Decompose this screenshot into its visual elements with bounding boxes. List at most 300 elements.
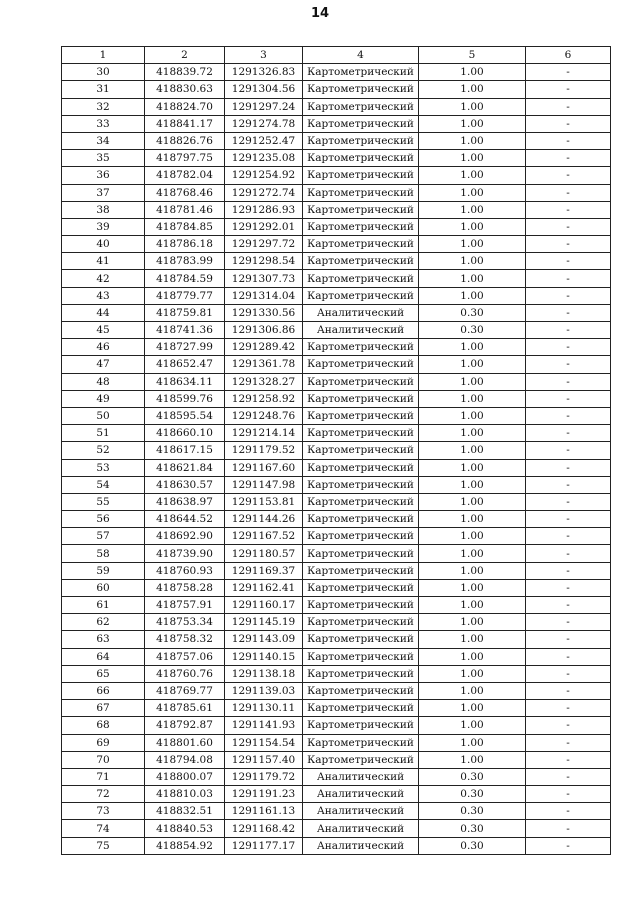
point-number-cell: 56 <box>62 511 145 528</box>
point-number-cell: 53 <box>62 459 145 476</box>
table-row <box>62 614 611 631</box>
y-coordinate-cell: 1291130.11 <box>225 700 303 717</box>
point-number-cell: 54 <box>62 476 145 493</box>
table-row <box>62 528 611 545</box>
x-coordinate-cell: 418797.75 <box>145 150 225 167</box>
table-row <box>62 115 611 132</box>
table-row <box>62 201 611 218</box>
accuracy-cell: 1.00 <box>419 700 526 717</box>
note-cell: - <box>526 734 611 751</box>
y-coordinate-cell: 1291214.14 <box>225 425 303 442</box>
y-coordinate-cell: 1291169.37 <box>225 562 303 579</box>
x-coordinate-cell: 418784.59 <box>145 270 225 287</box>
method-cell: Картометрический <box>303 459 419 476</box>
table-row <box>62 253 611 270</box>
y-coordinate-cell: 1291298.54 <box>225 253 303 270</box>
method-cell: Аналитический <box>303 803 419 820</box>
accuracy-cell: 0.30 <box>419 803 526 820</box>
note-cell: - <box>526 579 611 596</box>
note-cell: - <box>526 115 611 132</box>
x-coordinate-cell: 418757.06 <box>145 648 225 665</box>
accuracy-cell: 1.00 <box>419 201 526 218</box>
point-number-cell: 67 <box>62 700 145 717</box>
accuracy-cell: 1.00 <box>419 270 526 287</box>
x-coordinate-cell: 418781.46 <box>145 201 225 218</box>
table-row <box>62 236 611 253</box>
table-row <box>62 493 611 510</box>
table-row <box>62 270 611 287</box>
table-row <box>62 150 611 167</box>
y-coordinate-cell: 1291157.40 <box>225 751 303 768</box>
x-coordinate-cell: 418621.84 <box>145 459 225 476</box>
method-cell: Картометрический <box>303 287 419 304</box>
table-row <box>62 717 611 734</box>
y-coordinate-cell: 1291140.15 <box>225 648 303 665</box>
accuracy-cell: 1.00 <box>419 407 526 424</box>
method-cell: Картометрический <box>303 132 419 149</box>
table-row <box>62 768 611 785</box>
x-coordinate-cell: 418758.28 <box>145 579 225 596</box>
y-coordinate-cell: 1291272.74 <box>225 184 303 201</box>
accuracy-cell: 0.30 <box>419 837 526 854</box>
table-row <box>62 425 611 442</box>
table-row <box>62 218 611 235</box>
y-coordinate-cell: 1291248.76 <box>225 407 303 424</box>
note-cell: - <box>526 768 611 785</box>
y-coordinate-cell: 1291191.23 <box>225 786 303 803</box>
y-coordinate-cell: 1291297.24 <box>225 98 303 115</box>
note-cell: - <box>526 390 611 407</box>
accuracy-cell: 0.30 <box>419 820 526 837</box>
table-row <box>62 373 611 390</box>
accuracy-cell: 1.00 <box>419 115 526 132</box>
point-number-cell: 63 <box>62 631 145 648</box>
point-number-cell: 64 <box>62 648 145 665</box>
accuracy-cell: 0.30 <box>419 786 526 803</box>
note-cell: - <box>526 562 611 579</box>
method-cell: Картометрический <box>303 64 419 81</box>
x-coordinate-cell: 418758.32 <box>145 631 225 648</box>
point-number-cell: 30 <box>62 64 145 81</box>
method-cell: Картометрический <box>303 493 419 510</box>
note-cell: - <box>526 820 611 837</box>
accuracy-cell: 1.00 <box>419 218 526 235</box>
method-cell: Картометрический <box>303 150 419 167</box>
y-coordinate-cell: 1291162.41 <box>225 579 303 596</box>
note-cell: - <box>526 459 611 476</box>
table-row <box>62 511 611 528</box>
x-coordinate-cell: 418660.10 <box>145 425 225 442</box>
y-coordinate-cell: 1291179.52 <box>225 442 303 459</box>
method-cell: Картометрический <box>303 167 419 184</box>
point-number-cell: 69 <box>62 734 145 751</box>
y-coordinate-cell: 1291141.93 <box>225 717 303 734</box>
point-number-cell: 40 <box>62 236 145 253</box>
accuracy-cell: 1.00 <box>419 562 526 579</box>
table-row <box>62 734 611 751</box>
y-coordinate-cell: 1291160.17 <box>225 597 303 614</box>
table-row <box>62 631 611 648</box>
table-row <box>62 459 611 476</box>
point-number-cell: 74 <box>62 820 145 837</box>
note-cell: - <box>526 493 611 510</box>
method-cell: Картометрический <box>303 579 419 596</box>
note-cell: - <box>526 201 611 218</box>
column-header: 6 <box>526 47 611 64</box>
column-header: 3 <box>225 47 303 64</box>
x-coordinate-cell: 418801.60 <box>145 734 225 751</box>
y-coordinate-cell: 1291145.19 <box>225 614 303 631</box>
x-coordinate-cell: 418760.76 <box>145 665 225 682</box>
table-row <box>62 339 611 356</box>
x-coordinate-cell: 418832.51 <box>145 803 225 820</box>
y-coordinate-cell: 1291139.03 <box>225 682 303 699</box>
table-row <box>62 803 611 820</box>
accuracy-cell: 1.00 <box>419 597 526 614</box>
y-coordinate-cell: 1291161.13 <box>225 803 303 820</box>
table-row <box>62 390 611 407</box>
x-coordinate-cell: 418782.04 <box>145 167 225 184</box>
method-cell: Картометрический <box>303 373 419 390</box>
x-coordinate-cell: 418595.54 <box>145 407 225 424</box>
y-coordinate-cell: 1291304.56 <box>225 81 303 98</box>
y-coordinate-cell: 1291144.26 <box>225 511 303 528</box>
accuracy-cell: 1.00 <box>419 236 526 253</box>
accuracy-cell: 1.00 <box>419 132 526 149</box>
method-cell: Картометрический <box>303 665 419 682</box>
method-cell: Картометрический <box>303 648 419 665</box>
accuracy-cell: 0.30 <box>419 304 526 321</box>
note-cell: - <box>526 597 611 614</box>
y-coordinate-cell: 1291254.92 <box>225 167 303 184</box>
x-coordinate-cell: 418830.63 <box>145 81 225 98</box>
x-coordinate-cell: 418784.85 <box>145 218 225 235</box>
table-row <box>62 562 611 579</box>
table-row <box>62 786 611 803</box>
y-coordinate-cell: 1291326.83 <box>225 64 303 81</box>
note-cell: - <box>526 425 611 442</box>
column-header: 2 <box>145 47 225 64</box>
x-coordinate-cell: 418753.34 <box>145 614 225 631</box>
y-coordinate-cell: 1291143.09 <box>225 631 303 648</box>
point-number-cell: 58 <box>62 545 145 562</box>
method-cell: Картометрический <box>303 339 419 356</box>
y-coordinate-cell: 1291328.27 <box>225 373 303 390</box>
accuracy-cell: 1.00 <box>419 648 526 665</box>
point-number-cell: 46 <box>62 339 145 356</box>
table-row <box>62 820 611 837</box>
y-coordinate-cell: 1291307.73 <box>225 270 303 287</box>
table-row <box>62 837 611 854</box>
note-cell: - <box>526 545 611 562</box>
point-number-cell: 55 <box>62 493 145 510</box>
accuracy-cell: 1.00 <box>419 631 526 648</box>
method-cell: Картометрический <box>303 407 419 424</box>
accuracy-cell: 1.00 <box>419 356 526 373</box>
point-number-cell: 31 <box>62 81 145 98</box>
x-coordinate-cell: 418769.77 <box>145 682 225 699</box>
method-cell: Картометрический <box>303 218 419 235</box>
point-number-cell: 66 <box>62 682 145 699</box>
table-row <box>62 304 611 321</box>
method-cell: Картометрический <box>303 236 419 253</box>
accuracy-cell: 1.00 <box>419 287 526 304</box>
y-coordinate-cell: 1291314.04 <box>225 287 303 304</box>
note-cell: - <box>526 167 611 184</box>
method-cell: Картометрический <box>303 717 419 734</box>
note-cell: - <box>526 700 611 717</box>
note-cell: - <box>526 270 611 287</box>
x-coordinate-cell: 418786.18 <box>145 236 225 253</box>
accuracy-cell: 1.00 <box>419 339 526 356</box>
method-cell: Картометрический <box>303 734 419 751</box>
point-number-cell: 61 <box>62 597 145 614</box>
accuracy-cell: 1.00 <box>419 545 526 562</box>
accuracy-cell: 1.00 <box>419 390 526 407</box>
y-coordinate-cell: 1291138.18 <box>225 665 303 682</box>
x-coordinate-cell: 418794.08 <box>145 751 225 768</box>
table-header-row <box>62 47 611 64</box>
x-coordinate-cell: 418638.97 <box>145 493 225 510</box>
table-row <box>62 407 611 424</box>
method-cell: Картометрический <box>303 184 419 201</box>
x-coordinate-cell: 418824.70 <box>145 98 225 115</box>
y-coordinate-cell: 1291330.56 <box>225 304 303 321</box>
x-coordinate-cell: 418841.17 <box>145 115 225 132</box>
accuracy-cell: 1.00 <box>419 150 526 167</box>
method-cell: Картометрический <box>303 476 419 493</box>
method-cell: Аналитический <box>303 837 419 854</box>
y-coordinate-cell: 1291297.72 <box>225 236 303 253</box>
y-coordinate-cell: 1291258.92 <box>225 390 303 407</box>
accuracy-cell: 1.00 <box>419 184 526 201</box>
y-coordinate-cell: 1291167.52 <box>225 528 303 545</box>
note-cell: - <box>526 837 611 854</box>
point-number-cell: 43 <box>62 287 145 304</box>
point-number-cell: 65 <box>62 665 145 682</box>
x-coordinate-cell: 418634.11 <box>145 373 225 390</box>
method-cell: Картометрический <box>303 545 419 562</box>
note-cell: - <box>526 528 611 545</box>
y-coordinate-cell: 1291167.60 <box>225 459 303 476</box>
x-coordinate-cell: 418826.76 <box>145 132 225 149</box>
method-cell: Картометрический <box>303 700 419 717</box>
accuracy-cell: 1.00 <box>419 734 526 751</box>
table-row <box>62 648 611 665</box>
note-cell: - <box>526 442 611 459</box>
accuracy-cell: 1.00 <box>419 442 526 459</box>
note-cell: - <box>526 322 611 339</box>
note-cell: - <box>526 407 611 424</box>
note-cell: - <box>526 150 611 167</box>
table-row <box>62 751 611 768</box>
x-coordinate-cell: 418599.76 <box>145 390 225 407</box>
x-coordinate-cell: 418854.92 <box>145 837 225 854</box>
note-cell: - <box>526 132 611 149</box>
y-coordinate-cell: 1291180.57 <box>225 545 303 562</box>
y-coordinate-cell: 1291286.93 <box>225 201 303 218</box>
method-cell: Картометрический <box>303 270 419 287</box>
point-number-cell: 39 <box>62 218 145 235</box>
note-cell: - <box>526 786 611 803</box>
table-row <box>62 597 611 614</box>
method-cell: Картометрический <box>303 614 419 631</box>
method-cell: Аналитический <box>303 786 419 803</box>
point-number-cell: 50 <box>62 407 145 424</box>
x-coordinate-cell: 418741.36 <box>145 322 225 339</box>
method-cell: Аналитический <box>303 820 419 837</box>
point-number-cell: 71 <box>62 768 145 785</box>
method-cell: Картометрический <box>303 528 419 545</box>
note-cell: - <box>526 184 611 201</box>
point-number-cell: 51 <box>62 425 145 442</box>
point-number-cell: 36 <box>62 167 145 184</box>
accuracy-cell: 1.00 <box>419 665 526 682</box>
point-number-cell: 68 <box>62 717 145 734</box>
y-coordinate-cell: 1291153.81 <box>225 493 303 510</box>
table-row <box>62 322 611 339</box>
point-number-cell: 35 <box>62 150 145 167</box>
note-cell: - <box>526 287 611 304</box>
method-cell: Картометрический <box>303 201 419 218</box>
point-number-cell: 34 <box>62 132 145 149</box>
method-cell: Аналитический <box>303 768 419 785</box>
x-coordinate-cell: 418768.46 <box>145 184 225 201</box>
column-header: 1 <box>62 47 145 64</box>
note-cell: - <box>526 253 611 270</box>
accuracy-cell: 1.00 <box>419 579 526 596</box>
method-cell: Картометрический <box>303 98 419 115</box>
accuracy-cell: 1.00 <box>419 459 526 476</box>
x-coordinate-cell: 418644.52 <box>145 511 225 528</box>
note-cell: - <box>526 81 611 98</box>
note-cell: - <box>526 631 611 648</box>
y-coordinate-cell: 1291289.42 <box>225 339 303 356</box>
x-coordinate-cell: 418840.53 <box>145 820 225 837</box>
coordinates-table <box>61 46 611 855</box>
table-row <box>62 98 611 115</box>
y-coordinate-cell: 1291361.78 <box>225 356 303 373</box>
note-cell: - <box>526 717 611 734</box>
note-cell: - <box>526 665 611 682</box>
point-number-cell: 60 <box>62 579 145 596</box>
accuracy-cell: 1.00 <box>419 253 526 270</box>
accuracy-cell: 1.00 <box>419 528 526 545</box>
table-body <box>62 64 611 855</box>
note-cell: - <box>526 218 611 235</box>
x-coordinate-cell: 418630.57 <box>145 476 225 493</box>
note-cell: - <box>526 476 611 493</box>
note-cell: - <box>526 614 611 631</box>
note-cell: - <box>526 751 611 768</box>
note-cell: - <box>526 648 611 665</box>
method-cell: Картометрический <box>303 253 419 270</box>
y-coordinate-cell: 1291179.72 <box>225 768 303 785</box>
x-coordinate-cell: 418760.93 <box>145 562 225 579</box>
point-number-cell: 62 <box>62 614 145 631</box>
y-coordinate-cell: 1291154.54 <box>225 734 303 751</box>
table-row <box>62 682 611 699</box>
accuracy-cell: 1.00 <box>419 751 526 768</box>
point-number-cell: 57 <box>62 528 145 545</box>
y-coordinate-cell: 1291306.86 <box>225 322 303 339</box>
point-number-cell: 52 <box>62 442 145 459</box>
accuracy-cell: 1.00 <box>419 493 526 510</box>
method-cell: Картометрический <box>303 425 419 442</box>
method-cell: Картометрический <box>303 751 419 768</box>
point-number-cell: 49 <box>62 390 145 407</box>
y-coordinate-cell: 1291147.98 <box>225 476 303 493</box>
column-header: 5 <box>419 47 526 64</box>
table-row <box>62 184 611 201</box>
note-cell: - <box>526 64 611 81</box>
accuracy-cell: 1.00 <box>419 682 526 699</box>
x-coordinate-cell: 418617.15 <box>145 442 225 459</box>
point-number-cell: 44 <box>62 304 145 321</box>
point-number-cell: 42 <box>62 270 145 287</box>
note-cell: - <box>526 304 611 321</box>
point-number-cell: 73 <box>62 803 145 820</box>
table-row <box>62 64 611 81</box>
point-number-cell: 37 <box>62 184 145 201</box>
accuracy-cell: 1.00 <box>419 476 526 493</box>
accuracy-cell: 1.00 <box>419 81 526 98</box>
method-cell: Картометрический <box>303 390 419 407</box>
x-coordinate-cell: 418692.90 <box>145 528 225 545</box>
table-row <box>62 287 611 304</box>
note-cell: - <box>526 803 611 820</box>
method-cell: Картометрический <box>303 511 419 528</box>
table-row <box>62 81 611 98</box>
x-coordinate-cell: 418785.61 <box>145 700 225 717</box>
accuracy-cell: 1.00 <box>419 98 526 115</box>
note-cell: - <box>526 339 611 356</box>
method-cell: Аналитический <box>303 322 419 339</box>
table-row <box>62 579 611 596</box>
point-number-cell: 32 <box>62 98 145 115</box>
x-coordinate-cell: 418839.72 <box>145 64 225 81</box>
method-cell: Картометрический <box>303 562 419 579</box>
accuracy-cell: 1.00 <box>419 614 526 631</box>
point-number-cell: 33 <box>62 115 145 132</box>
x-coordinate-cell: 418783.99 <box>145 253 225 270</box>
note-cell: - <box>526 682 611 699</box>
note-cell: - <box>526 356 611 373</box>
accuracy-cell: 1.00 <box>419 511 526 528</box>
method-cell: Картометрический <box>303 682 419 699</box>
point-number-cell: 38 <box>62 201 145 218</box>
note-cell: - <box>526 373 611 390</box>
point-number-cell: 41 <box>62 253 145 270</box>
method-cell: Картометрический <box>303 356 419 373</box>
point-number-cell: 48 <box>62 373 145 390</box>
point-number-cell: 72 <box>62 786 145 803</box>
x-coordinate-cell: 418652.47 <box>145 356 225 373</box>
table-row <box>62 442 611 459</box>
point-number-cell: 45 <box>62 322 145 339</box>
point-number-cell: 59 <box>62 562 145 579</box>
note-cell: - <box>526 511 611 528</box>
method-cell: Картометрический <box>303 631 419 648</box>
point-number-cell: 75 <box>62 837 145 854</box>
x-coordinate-cell: 418810.03 <box>145 786 225 803</box>
note-cell: - <box>526 236 611 253</box>
table-row <box>62 356 611 373</box>
table-row <box>62 132 611 149</box>
table-row <box>62 700 611 717</box>
y-coordinate-cell: 1291292.01 <box>225 218 303 235</box>
accuracy-cell: 1.00 <box>419 373 526 390</box>
